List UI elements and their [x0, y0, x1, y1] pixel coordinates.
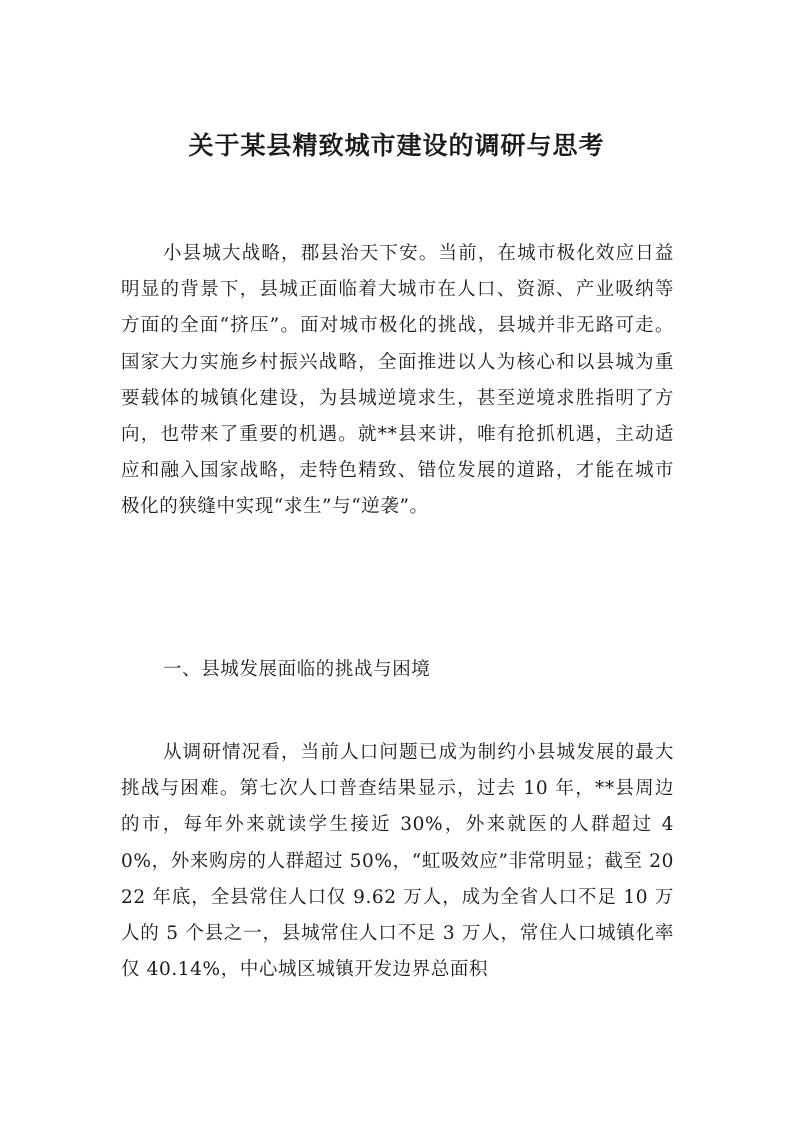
- document-title: 关于某县精致城市建设的调研与思考: [188, 131, 605, 160]
- intro-paragraph: 小县城大战略，郡县治天下安。当前，在城市极化效应日益明显的背景下，县城正面临着大城市在人口、资源、产业吸纳等方面的全面“挤压”。面对城市极化的挑战，县城并非无路可走。国家大力实施乡村振兴战略，全面推进以人为核心和以县城为重要载体的城镇化建设，为县城逆境求生，甚至逆境求胜指明了方向，也带来了重要的机遇。就**县来讲，唯有抢抓机遇，主动适应和融入国家战略，走特色精致、错位发展的道路，才能在城市极化的狭缝中实现“求生”与“逆袭”。: [121, 243, 674, 518]
- body-paragraph: 从调研情况看，当前人口问题已成为制约小县城发展的最大挑战与困难。第七次人口普查结果显示，过去 10 年，**县周边的市，每年外来就读学生接近 30%，外来就医的人群超过 40%，外来购房的人群超过 50%，“虹吸效应”非常明显；截至 2022 年底，全县常住人口仅 9.62 万人，成为全省人口不足 10 万人的 5 个县之一，县城常住人口不足 3 万人，常住人口城镇化率仅 40.14%，中心城区城镇开发边界总面积: [121, 742, 674, 981]
- section-heading: 一、县城发展面临的挑战与困境: [163, 659, 431, 680]
